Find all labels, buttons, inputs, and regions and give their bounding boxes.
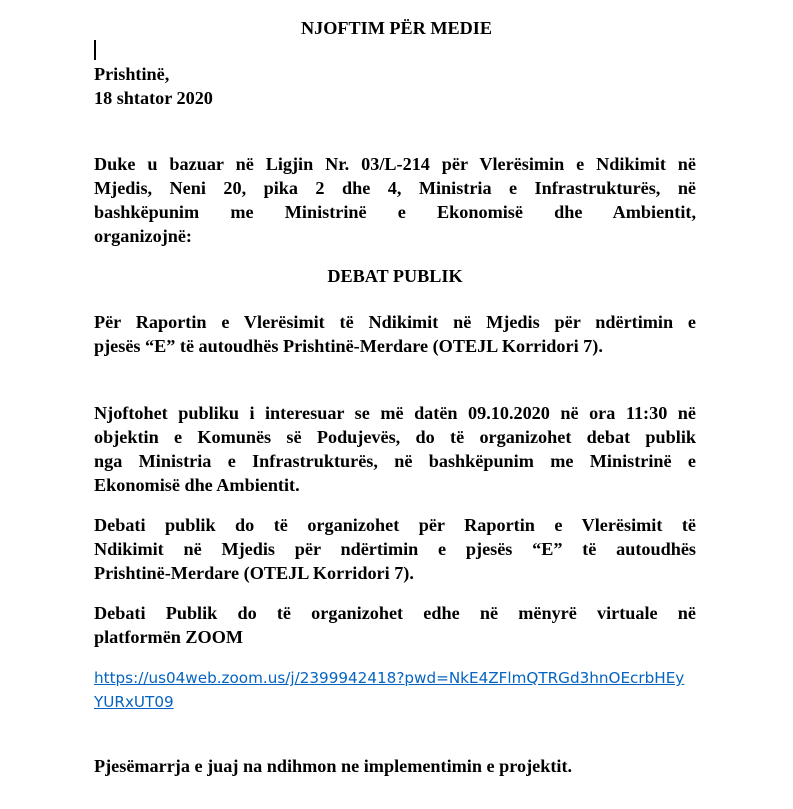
zoom-link-line[interactable]: YURxUT09 (94, 693, 174, 711)
virtual-line: platformën ZOOM (94, 627, 244, 647)
debate-line: Prishtinë-Merdare (OTEJL Korridori 7). (94, 563, 414, 583)
debate-line: Ndikimit në Mjedis për ndërtimin e pjesës “E” të autoudhës (94, 539, 696, 559)
document-title: NJOFTIM PËR MEDIE (301, 18, 492, 38)
debate-line: Debati publik do të organizohet për Raportin e Vlerësimit të (94, 515, 696, 535)
intro-paragraph (94, 152, 696, 248)
debate-paragraph (94, 513, 696, 585)
intro-line: Duke u bazuar në Ligjin Nr. 03/L-214 për Vlerësimin e Ndikimit në (94, 154, 696, 174)
intro-line: Mjedis, Neni 20, pika 2 dhe 4, Ministria e Infrastrukturës, në (94, 178, 696, 198)
intro-line: organizojnë: (94, 226, 192, 246)
section-heading: DEBAT PUBLIK (327, 266, 463, 286)
closing-line: Pjesëmarrja e juaj na ndihmon ne implementimin e projektit. (94, 756, 573, 776)
notice-paragraph (94, 401, 696, 497)
subject-line: Për Raportin e Vlerësimit të Ndikimit në Mjedis për ndërtimin e (94, 312, 696, 332)
virtual-line: Debati Publik do të organizohet edhe në mënyrë virtuale në (94, 603, 696, 623)
notice-line: Njoftohet publiku i interesuar se më datën 09.10.2020 në ora 11:30 në (94, 403, 696, 423)
text-cursor (94, 40, 96, 60)
place-line: Prishtinë, (94, 64, 170, 84)
virtual-paragraph (94, 601, 696, 649)
intro-line: bashkëpunim me Ministrinë e Ekonomisë dhe Ambientit, (94, 202, 696, 222)
date-line: 18 shtator 2020 (94, 88, 213, 108)
notice-line: Ekonomisë dhe Ambientit. (94, 475, 300, 495)
zoom-link-line[interactable]: https://us04web.zoom.us/j/2399942418?pwd=NkE4ZFlmQTRGd3hnOEcrbHEy (94, 669, 685, 687)
notice-line: nga Ministria e Infrastrukturës, në bashkëpunim me Ministrinë e (94, 451, 696, 471)
notice-line: objektin e Komunës së Podujevës, do të organizohet debat publik (94, 427, 696, 447)
subject-paragraph (94, 310, 696, 358)
zoom-meeting-link[interactable] (94, 666, 684, 714)
subject-line: pjesës “E” të autoudhës Prishtinë-Merdare (OTEJL Korridori 7). (94, 336, 603, 356)
place-date-block (94, 62, 213, 110)
